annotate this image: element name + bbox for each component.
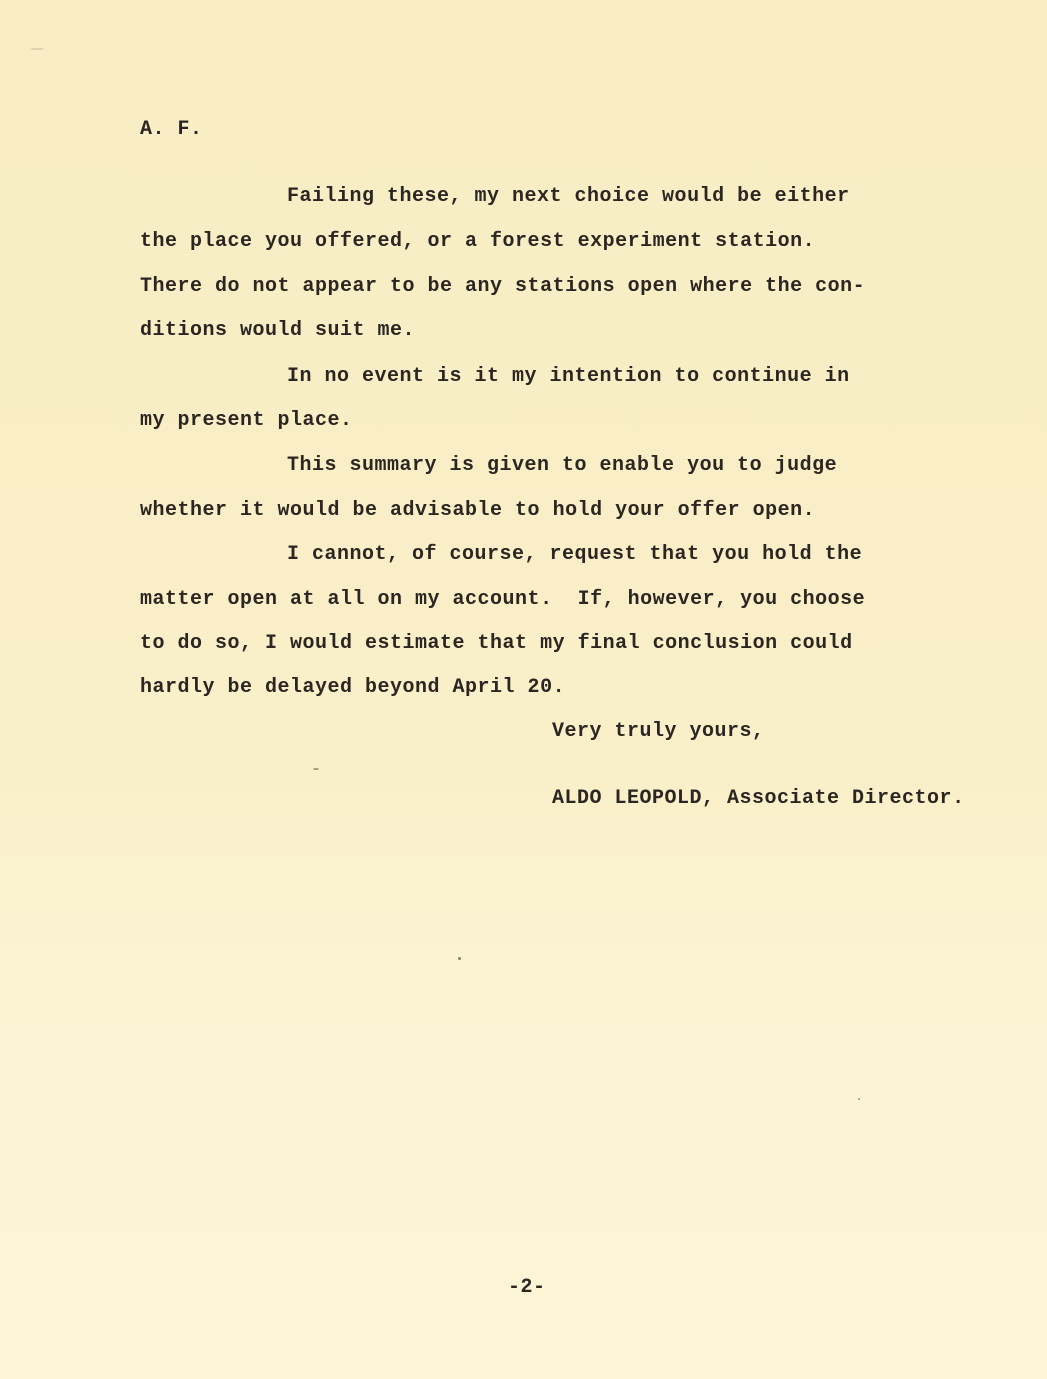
body-line-8: whether it would be advisable to hold your offer open.	[140, 499, 816, 522]
body-line-4: ditions would suit me.	[140, 319, 416, 342]
body-line-5: In no event is it my intention to continue in	[287, 365, 850, 388]
body-line-9: I cannot, of course, request that you hold the	[287, 543, 863, 566]
signature: ALDO LEOPOLD, Associate Director.	[552, 787, 965, 810]
body-line-2: the place you offered, or a forest experiment station.	[140, 230, 816, 253]
addressee-header: A. F.	[140, 118, 203, 141]
body-line-3: There do not appear to be any stations open where the con-	[140, 275, 866, 298]
body-line-10: matter open at all on my account. If, however, you choose	[140, 588, 866, 611]
paper-speck	[458, 957, 461, 960]
page-number: -2-	[508, 1276, 546, 1299]
body-line-12: hardly be delayed beyond April 20.	[140, 676, 566, 699]
body-line-1: Failing these, my next choice would be either	[287, 185, 850, 208]
paper-speck	[313, 768, 319, 770]
paper-speck	[30, 48, 44, 50]
body-line-6: my present place.	[140, 409, 353, 432]
closing: Very truly yours,	[552, 720, 765, 743]
body-line-7: This summary is given to enable you to judge	[287, 454, 838, 477]
body-line-11: to do so, I would estimate that my final conclusion could	[140, 632, 853, 655]
paper-speck	[858, 1098, 860, 1100]
